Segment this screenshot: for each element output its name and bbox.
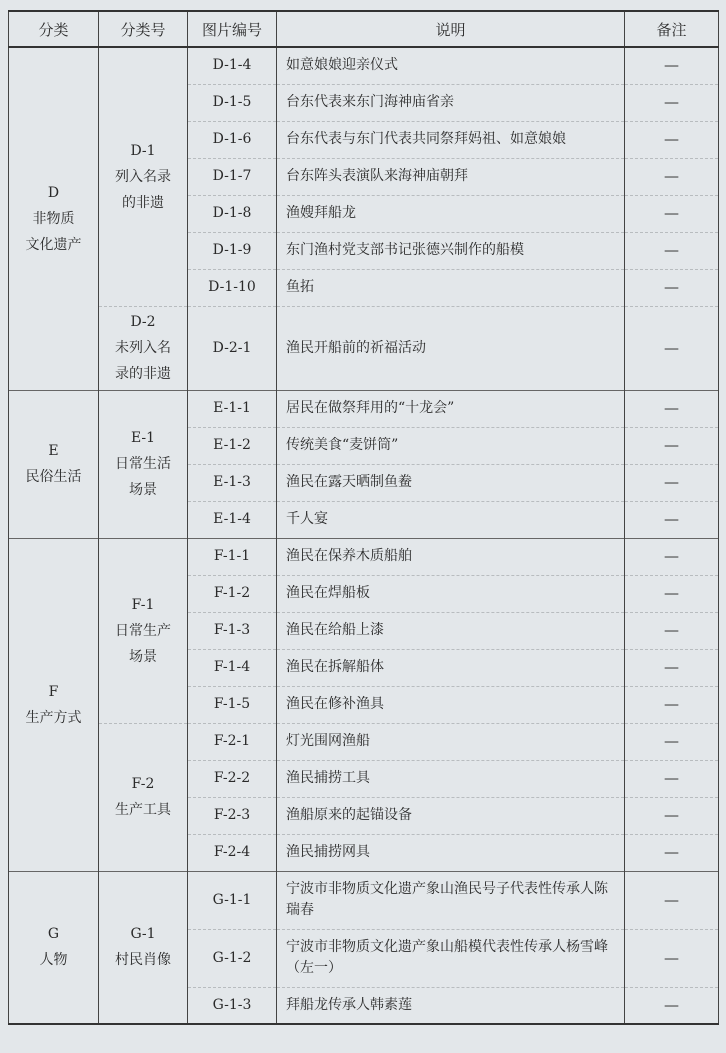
subcategory-name: 生产工具 (115, 802, 171, 818)
table-row (9, 306, 719, 390)
description: 渔民捕捞网具 (277, 834, 625, 871)
image-number: F-2-4 (188, 834, 277, 871)
subcategory-code: D-2 (130, 314, 156, 330)
subcategory-name: 场景 (129, 648, 157, 665)
image-number: D-2-1 (188, 306, 277, 390)
description: 宁波市非物质文化遗产象山渔民号子代表性传承人陈瑞春 (277, 871, 625, 929)
subcategory-name: 录的非遗 (115, 366, 171, 382)
description: 渔民在焊船板 (277, 575, 625, 612)
description: 渔船原来的起锚设备 (277, 797, 625, 834)
description: 千人宴 (277, 501, 625, 538)
description: 渔民在拆解船体 (277, 649, 625, 686)
image-number: D-1-7 (188, 158, 277, 195)
image-number: G-1-2 (188, 929, 277, 987)
remark: — (625, 987, 719, 1024)
image-number: D-1-10 (188, 269, 277, 306)
remark: — (625, 47, 719, 84)
remark: — (625, 612, 719, 649)
remark: — (625, 501, 719, 538)
table-row (9, 390, 719, 427)
description: 渔民在露天晒制鱼鲞 (277, 464, 625, 501)
image-number: F-1-4 (188, 649, 277, 686)
remark: — (625, 871, 719, 929)
description: 台东代表来东门海神庙省亲 (277, 84, 625, 121)
subcategory-f2 (99, 723, 188, 871)
remark: — (625, 84, 719, 121)
subcategory-name: 场景 (129, 482, 157, 498)
category-f (9, 538, 99, 871)
remark: — (625, 797, 719, 834)
header-category: 分类 (9, 11, 99, 47)
description: 渔民捕捞工具 (277, 760, 625, 797)
subcategory-name: 日常生产 (115, 622, 171, 639)
description: 宁波市非物质文化遗产象山船模代表性传承人杨雪峰（左一） (277, 929, 625, 987)
description: 渔民在保养木质船舶 (277, 538, 625, 575)
description: 鱼拓 (277, 269, 625, 306)
remark: — (625, 269, 719, 306)
image-number: F-1-5 (188, 686, 277, 723)
description: 如意娘娘迎亲仪式 (277, 47, 625, 84)
image-number: F-1-3 (188, 612, 277, 649)
header-remarks: 备注 (625, 11, 719, 47)
description: 灯光围网渔船 (277, 723, 625, 760)
subcategory-name: 的非遗 (122, 194, 164, 211)
table-row (9, 723, 719, 760)
subcategory-code: G-1 (130, 926, 156, 943)
subcategory-name: 未列入名 (115, 340, 171, 356)
image-number: F-1-1 (188, 538, 277, 575)
subcategory-d2 (99, 306, 188, 390)
image-number: G-1-1 (188, 871, 277, 929)
description: 渔嫂拜船龙 (277, 195, 625, 232)
category-code: F (48, 683, 59, 700)
remark: — (625, 306, 719, 390)
subcategory-code: D-1 (130, 142, 156, 159)
subcategory-d1 (99, 47, 188, 306)
remark: — (625, 464, 719, 501)
remark: — (625, 538, 719, 575)
image-number: E-1-1 (188, 390, 277, 427)
image-number: F-2-2 (188, 760, 277, 797)
remark: — (625, 575, 719, 612)
image-number: D-1-5 (188, 84, 277, 121)
subcategory-name: 列入名录 (115, 168, 171, 185)
image-number: F-2-3 (188, 797, 277, 834)
description: 渔民在修补渔具 (277, 686, 625, 723)
image-number: D-1-8 (188, 195, 277, 232)
category-code: D (47, 184, 60, 201)
header-row (9, 11, 719, 47)
subcategory-code: E-1 (130, 430, 156, 446)
remark: — (625, 195, 719, 232)
header-image-number: 图片编号 (188, 11, 277, 47)
subcategory-name: 日常生活 (115, 456, 171, 472)
description: 拜船龙传承人韩素莲 (277, 987, 625, 1024)
image-number: F-2-1 (188, 723, 277, 760)
subcategory-e1 (99, 390, 188, 538)
remark: — (625, 686, 719, 723)
remark: — (625, 929, 719, 987)
remark: — (625, 232, 719, 269)
table-row (9, 538, 719, 575)
remark: — (625, 158, 719, 195)
remark: — (625, 723, 719, 760)
image-number: G-1-3 (188, 987, 277, 1024)
category-name: 生产方式 (25, 709, 82, 726)
image-number: D-1-6 (188, 121, 277, 158)
description: 渔民在给船上漆 (277, 612, 625, 649)
remark: — (625, 390, 719, 427)
table-row (9, 871, 719, 929)
description: 台东阵头表演队来海神庙朝拜 (277, 158, 625, 195)
header-subcategory: 分类号 (99, 11, 188, 47)
remark: — (625, 121, 719, 158)
subcategory-code: F-2 (131, 776, 155, 792)
category-name: 民俗生活 (25, 469, 82, 485)
image-number: E-1-3 (188, 464, 277, 501)
description: 东门渔村党支部书记张德兴制作的船模 (277, 232, 625, 269)
description: 台东代表与东门代表共同祭拜妈祖、如意娘娘 (277, 121, 625, 158)
category-name: 文化遗产 (25, 236, 82, 253)
remark: — (625, 760, 719, 797)
image-number: D-1-9 (188, 232, 277, 269)
photo-catalog-table (8, 10, 719, 1025)
image-number: D-1-4 (188, 47, 277, 84)
category-name: 人物 (39, 952, 68, 969)
table-row (9, 47, 719, 84)
image-number: F-1-2 (188, 575, 277, 612)
description: 渔民开船前的祈福活动 (277, 306, 625, 390)
description: 居民在做祭拜用的“十龙会” (277, 390, 625, 427)
image-number: E-1-2 (188, 427, 277, 464)
category-code: G (47, 926, 60, 943)
category-name: 非物质 (32, 210, 75, 227)
category-code: E (48, 443, 59, 459)
description: 传统美食“麦饼筒” (277, 427, 625, 464)
subcategory-g1 (99, 871, 188, 1024)
remark: — (625, 649, 719, 686)
subcategory-name: 村民肖像 (115, 952, 171, 969)
remark: — (625, 427, 719, 464)
remark: — (625, 834, 719, 871)
subcategory-f1 (99, 538, 188, 723)
category-g (9, 871, 99, 1024)
header-description: 说明 (277, 11, 625, 47)
category-e (9, 390, 99, 538)
image-number: E-1-4 (188, 501, 277, 538)
category-d (9, 47, 99, 390)
subcategory-code: F-1 (131, 596, 155, 613)
